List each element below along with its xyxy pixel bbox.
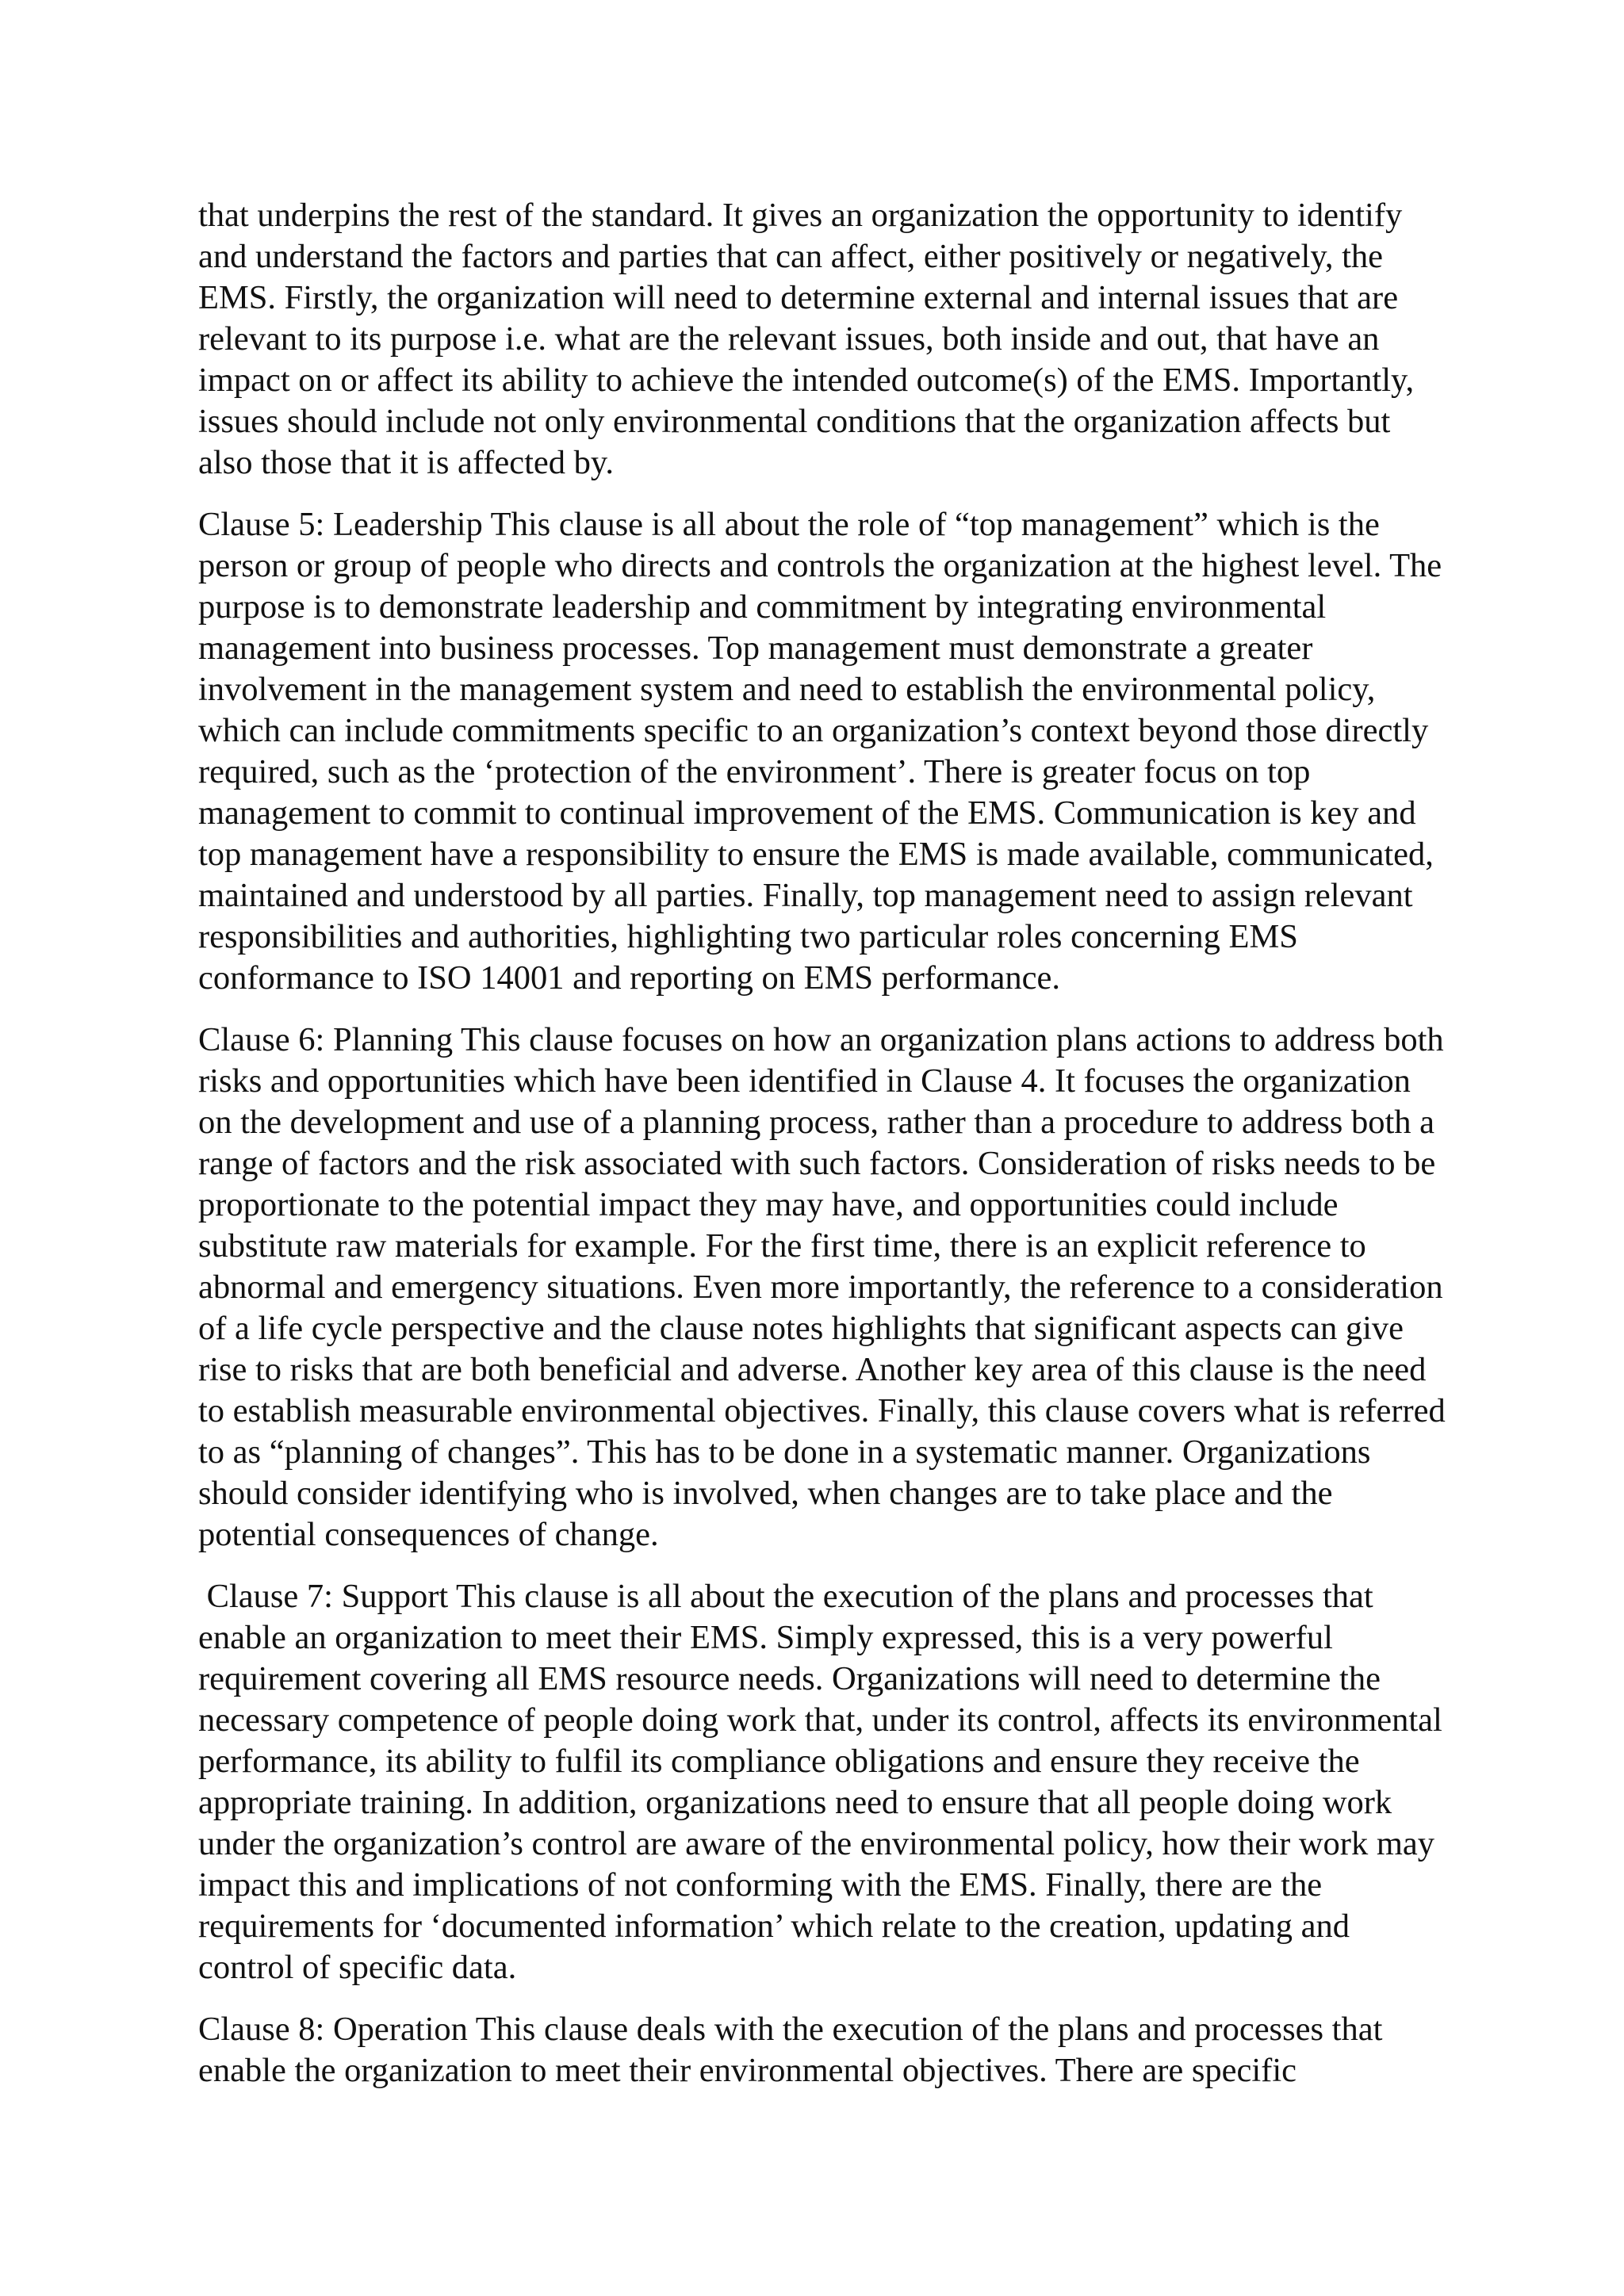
paragraph-clause-7-support: Clause 7: Support This clause is all about the execution of the plans and processes that enable an organization to meet their EMS. Simply expressed, this is a very powerful requirement covering all EMS resource needs. Organizations will need to determine the necessary competence of people doing work that, under its control, affects its environmental performance, its ability to fulfil its compliance obligations and ensure they receive the appropriate training. In addition, organizations need to ensure that all people doing work under the organization’s control are aware of the environmental policy, how their work may impact this and implications of not conforming with the EMS. Finally, there are the requirements for ‘documented information’ which relate to the creation, updating and control of specific data. (198, 1578, 1451, 1986)
paragraph-clause-6-planning: Clause 6: Planning This clause focuses on how an organization plans actions to address both risks and opportunities which have been identified in Clause 4. It focuses the organization on the development and use of a planning process, rather than a procedure to address both a range of factors and the risk associated with such factors. Consideration of risks needs to be proportionate to the potential impact they may have, and opportunities could include substitute raw materials for example. For the first time, there is an explicit reference to abnormal and emergency situations. Even more importantly, the reference to a consideration of a life cycle perspective and the clause notes highlights that significant aspects can give rise to risks that are both beneficial and adverse. Another key area of this clause is the need to establish measurable environmental objectives. Finally, this clause covers what is referred to as “planning of changes”. This has to be done in a systematic manner. Organizations should consider identifying who is involved, when changes are to take place and the potential consequences of change. (198, 1021, 1446, 1553)
paragraph-clause-5-leadership: Clause 5: Leadership This clause is all about the role of “top management” which is the person or group of people who directs and controls the organization at the highest level. The purpose is to demonstrate leadership and commitment by integrating environmental management into business processes. Top management must demonstrate a greater involvement in the management system and need to establish the environmental policy, which can include commitments specific to an organization’s context beyond those directly required, such as the ‘protection of the environment’. There is greater focus on top management to commit to continual improvement of the EMS. Communication is key and top management have a responsibility to ensure the EMS is made available, communicated, maintained and understood by all parties. Finally, top management need to assign relevant responsibilities and authorities, highlighting two particular roles concerning EMS conformance to ISO 14001 and reporting on EMS performance. (198, 506, 1442, 997)
paragraph-context-continued: that underpins the rest of the standard. It gives an organization the opportunity to identify and understand the factors and parties that can affect, either positively or negatively, the EMS. Firstly, the organization will need to determine external and internal issues that are relevant to its purpose i.e. what are the relevant issues, both inside and out, that have an impact on or affect its ability to achieve the intended outcome(s) of the EMS. Importantly, issues should include not only environmental conditions that the organization affects but also those that it is affected by. (198, 197, 1415, 481)
paragraph-clause-8-operation: Clause 8: Operation This clause deals with the execution of the plans and processes that enable the organization to meet their environmental objectives. There are specific (198, 2011, 1383, 2089)
body-text (198, 195, 1451, 2112)
